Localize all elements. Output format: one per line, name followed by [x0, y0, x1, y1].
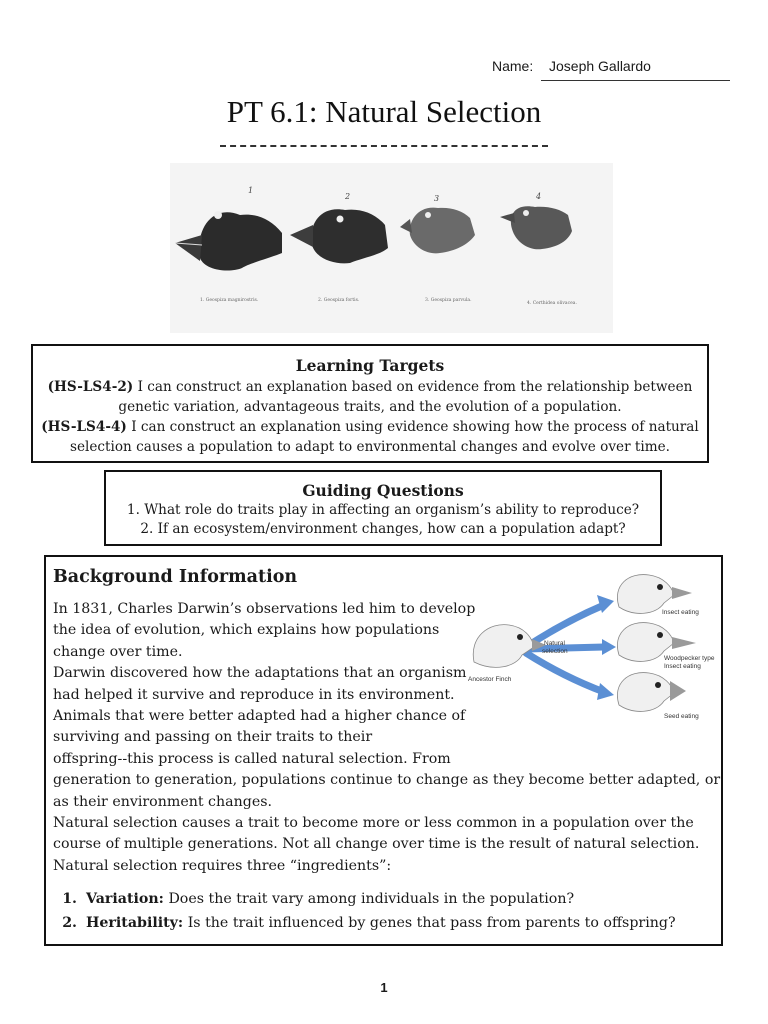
guiding-questions-box [104, 470, 662, 546]
seed-eating-finch [617, 673, 686, 712]
target-1-line-2: genetic variation, advantageous traits, and the evolution of a population. [118, 399, 622, 415]
background-line: change over time. [53, 643, 183, 660]
ingredient-text: Is the trait influenced by genes that pass from parents to offspring? [187, 915, 676, 931]
name-field[interactable]: Joseph Gallardo [541, 58, 730, 81]
background-line: Animals that were better adapted had a higher chance of [53, 707, 466, 724]
background-line: Darwin discovered how the adaptations that an organism [53, 665, 467, 682]
learning-targets-box [31, 344, 709, 463]
finch-head-3 [400, 208, 475, 254]
finch-caption-4: 4. Certhidea olivacea. [527, 301, 577, 306]
background-line: Natural selection requires three “ingredients”: [53, 857, 392, 874]
target-1-line-1: I can construct an explanation based on evidence from the relationship between [137, 379, 693, 395]
background-line: the idea of evolution, which explains how populations [53, 622, 440, 639]
natural-selection-label: selection [542, 648, 568, 655]
ingredient-number: 1. [62, 891, 77, 907]
page-number: 1 [380, 980, 388, 995]
finch-caption-2: 2. Geospiza fortis. [318, 298, 360, 303]
target-2-code: (HS-LS4-4) [41, 419, 127, 435]
ingredients-list [53, 887, 713, 935]
guiding-question-1: 1. What role do traits play in affecting an organism’s ability to reproduce? [126, 502, 640, 518]
ingredient-item-heritability [53, 911, 713, 935]
finch-number-3: 3 [434, 194, 440, 203]
ingredient-item-variation [53, 887, 713, 911]
background-heading: Background Information [53, 567, 298, 587]
finch-heads-illustration [170, 163, 613, 333]
natural-selection-diagram [464, 567, 722, 737]
finch-number-2: 2 [345, 192, 351, 201]
background-line: generation to generation, populations continue to change as they become better adapted, or [53, 772, 721, 789]
title-divider [220, 145, 548, 147]
guiding-question-2: 2. If an ecosystem/environment changes, how can a population adapt? [140, 521, 626, 537]
background-line: In 1831, Charles Darwin’s observations led him to develop [53, 601, 476, 617]
target-2-line-1: I can construct an explanation using evidence showing how the process of natural [131, 419, 699, 435]
name-label: Name: [492, 58, 534, 74]
page-title: PT 6.1: Natural Selection [226, 94, 542, 129]
ingredient-term: Heritability: [86, 915, 184, 931]
finch-heads-drawing [170, 163, 613, 333]
background-line: Natural selection causes a trait to become more or less common in a population over the [53, 814, 694, 831]
background-line: surviving and passing on their traits to their [53, 729, 373, 746]
insect-eating-label: Insect eating [662, 609, 699, 616]
finch-number-4: 4 [536, 192, 542, 201]
finch-head-2 [290, 209, 388, 263]
target-1-code: (HS-LS4-2) [47, 379, 134, 395]
natural-selection-label: Natural [544, 640, 565, 647]
ingredient-number: 2. [62, 915, 77, 931]
learning-target-2 [39, 417, 701, 457]
background-line: as their environment changes. [53, 793, 273, 810]
background-line: course of multiple generations. Not all change over time is the result of natural selection. [53, 836, 700, 853]
learning-target-1 [39, 377, 701, 417]
guiding-questions-heading: Guiding Questions [302, 481, 464, 500]
woodpecker-label: Insect eating [664, 663, 701, 670]
background-line: offspring--this process is called natural selection. From [53, 750, 451, 767]
seed-eating-label: Seed eating [664, 713, 699, 720]
background-line: had helped it survive and reproduce in its environment. [53, 686, 455, 703]
finch-head-4 [500, 206, 572, 249]
finch-number-1: 1 [248, 186, 254, 195]
finch-head-1 [175, 211, 282, 271]
ingredient-text: Does the trait vary among individuals in the population? [168, 891, 575, 907]
background-information-box [44, 555, 723, 946]
ancestor-finch-label: Ancestor Finch [468, 676, 512, 683]
ingredient-term: Variation: [86, 891, 164, 907]
finch-caption-1: 1. Geospiza magnirostris. [200, 298, 259, 303]
insect-eating-finch [617, 575, 692, 614]
learning-targets-heading: Learning Targets [295, 356, 445, 375]
target-2-line-2: selection causes a population to adapt to environmental changes and evolve over time. [70, 439, 670, 455]
finch-caption-3: 3. Geospiza parvula. [425, 298, 472, 303]
woodpecker-label: Woodpecker type [664, 655, 715, 662]
